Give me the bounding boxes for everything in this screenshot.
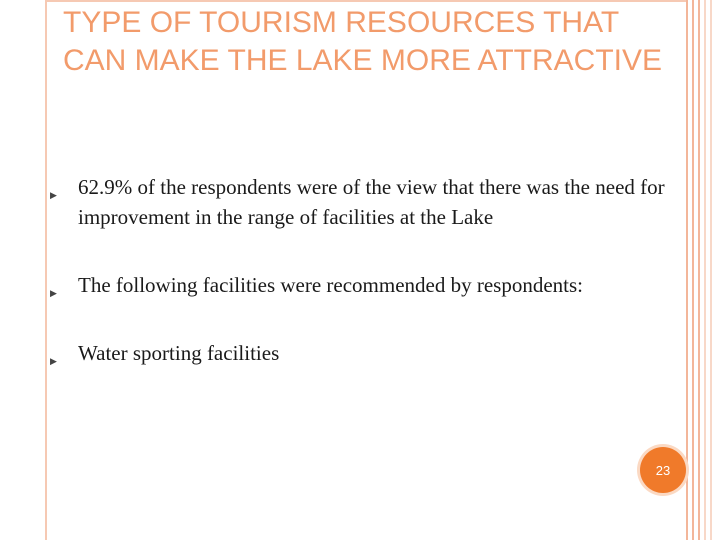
bullet-text: Water sporting facilities (78, 341, 280, 365)
bullet-icon: ▶ (50, 288, 57, 298)
page-number-badge (640, 447, 686, 493)
bullet-text: 62.9% of the respondents were of the view that there was the need for improvement in the range of facilities at the Lake (78, 175, 665, 229)
bullet-text: The following facilities were recommended by respondents: (78, 273, 584, 297)
bullet-item (50, 338, 718, 368)
bullet-icon: ▶ (50, 190, 57, 200)
frame-top-line (45, 0, 688, 2)
bullet-item (50, 172, 718, 232)
page-number: 23 (655, 462, 671, 478)
bullet-item (50, 270, 718, 300)
slide-title: TYPE OF TOURISM RESOURCES THAT CAN MAKE THE LAKE MORE ATTRACTIVE (63, 6, 663, 77)
bullet-icon: ▶ (50, 356, 57, 366)
frame-left-line (45, 0, 47, 540)
bullet-list (50, 172, 718, 368)
